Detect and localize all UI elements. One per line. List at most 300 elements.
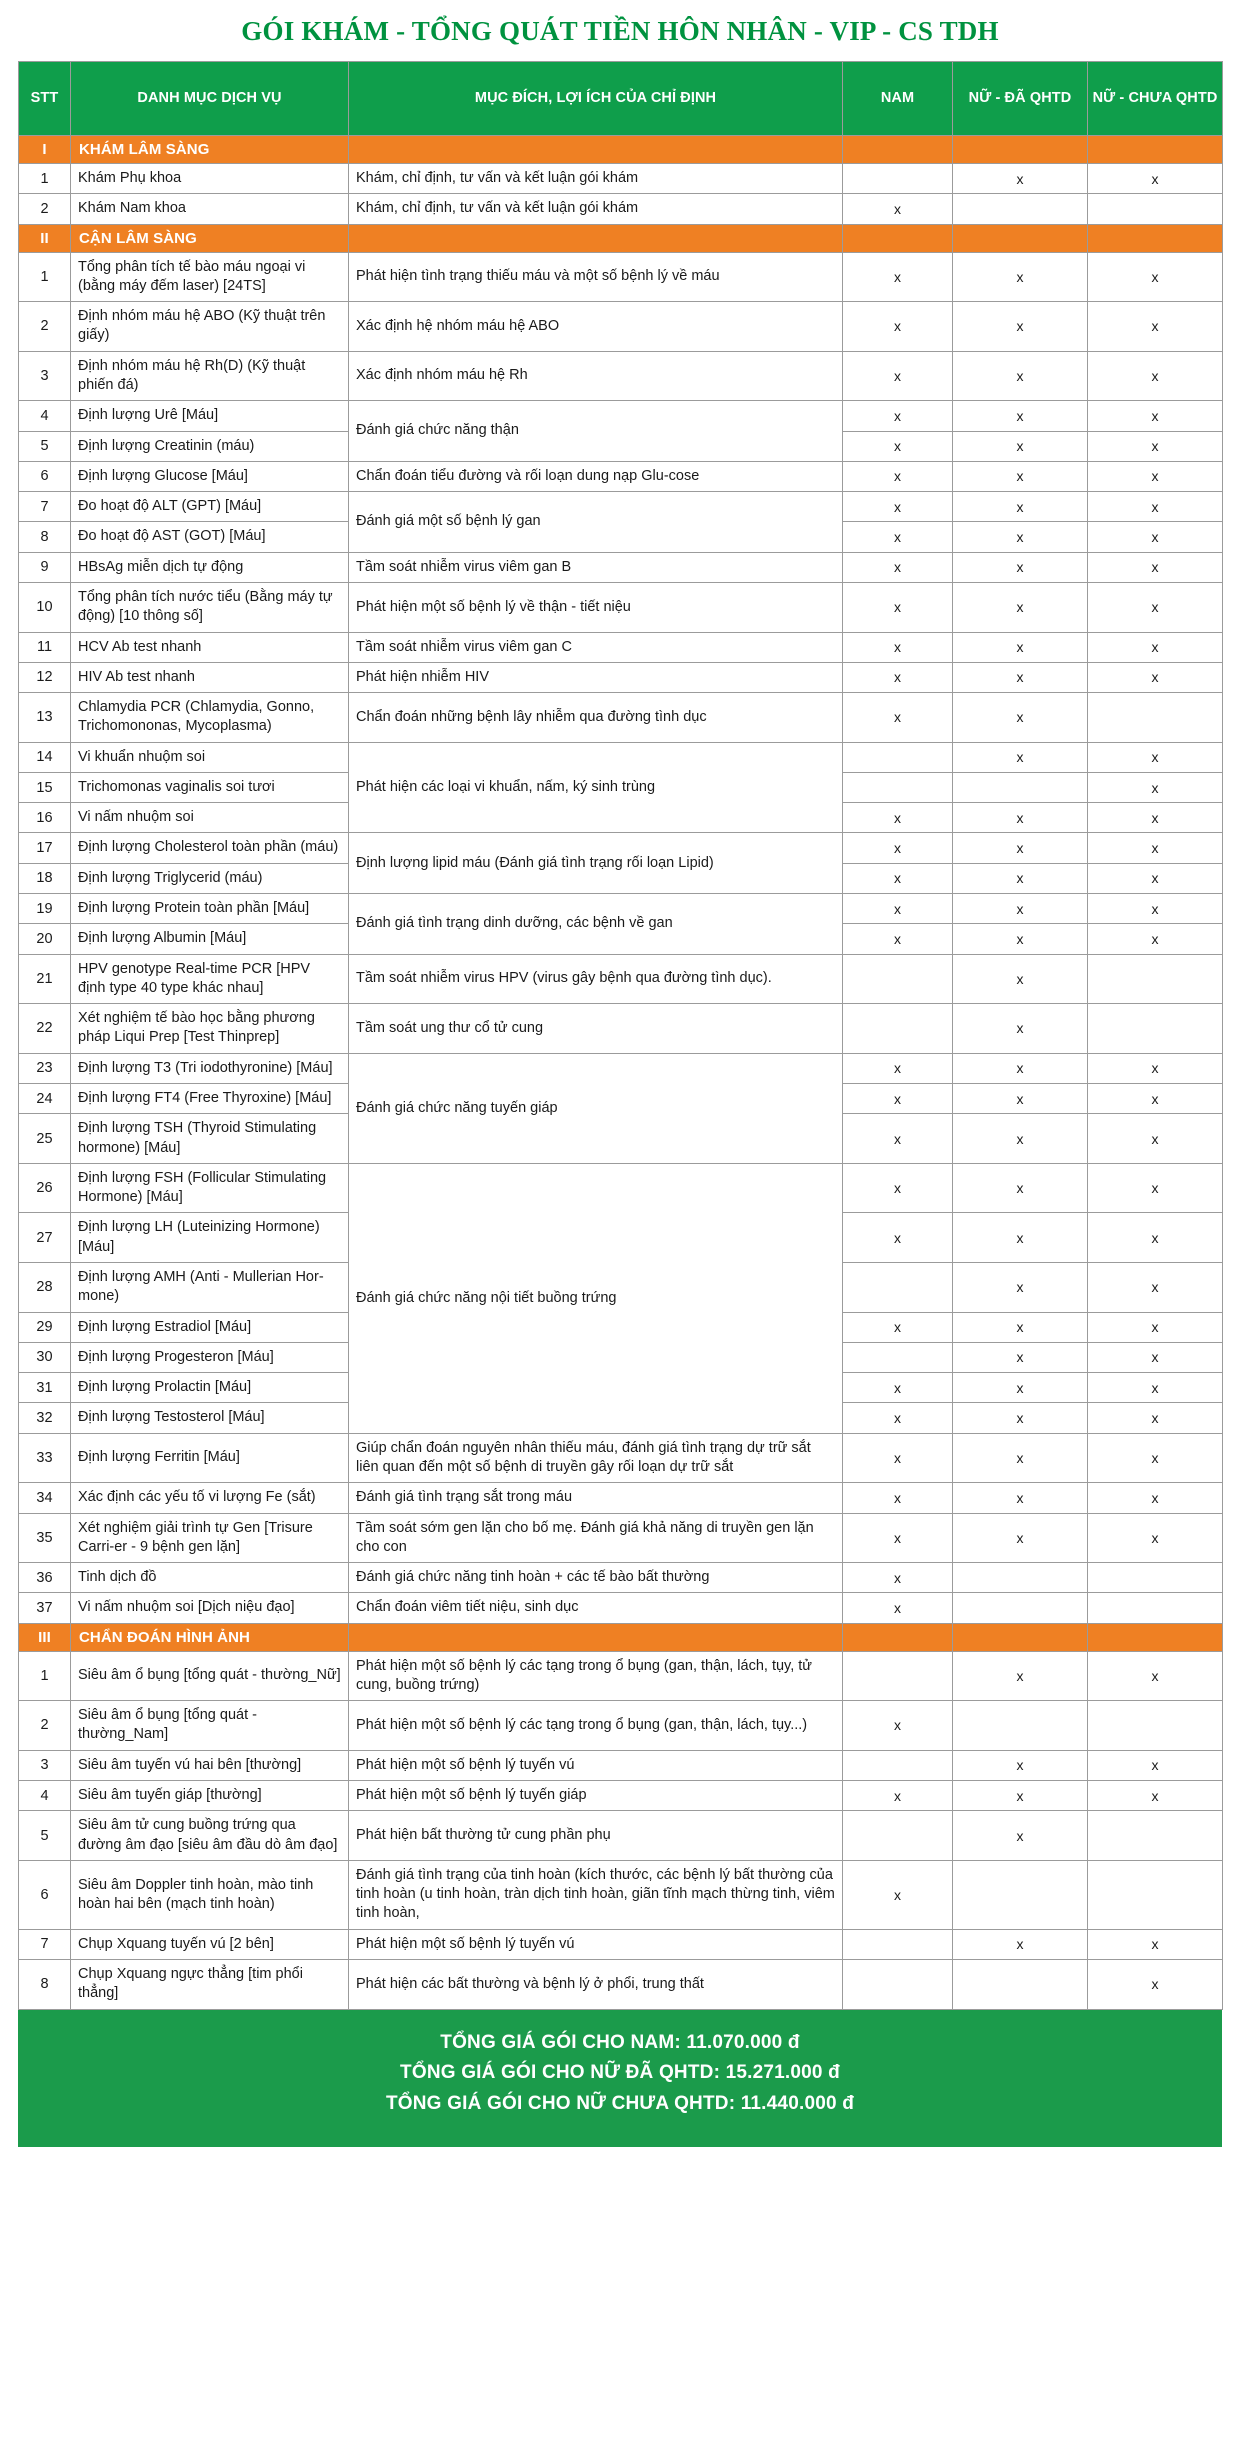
row-number: 22 xyxy=(19,1004,71,1054)
mark-female-had: x xyxy=(953,1433,1088,1483)
section-row xyxy=(19,1623,1223,1651)
table-row xyxy=(19,1513,1223,1563)
section-filler-female-not xyxy=(1088,1623,1223,1651)
mark-female-had: x xyxy=(953,1004,1088,1054)
mark-female-not: x xyxy=(1088,803,1223,833)
mark-female-not: x xyxy=(1088,1960,1223,2010)
service-purpose: Khám, chỉ định, tư vấn và kết luận gói khám xyxy=(349,164,843,194)
row-number: 7 xyxy=(19,1929,71,1959)
section-number: I xyxy=(19,136,71,164)
table-row xyxy=(19,1563,1223,1593)
mark-female-had xyxy=(953,1960,1088,2010)
mark-male xyxy=(843,742,953,772)
service-purpose: Chẩn đoán những bệnh lây nhiễm qua đường tình dục xyxy=(349,693,843,743)
service-name: Định lượng Glucose [Máu] xyxy=(71,461,349,491)
service-purpose: Phát hiện bất thường tử cung phần phụ xyxy=(349,1811,843,1861)
service-name: Tinh dịch đồ xyxy=(71,1563,349,1593)
table-row xyxy=(19,252,1223,302)
column-header-male: NAM xyxy=(843,62,953,136)
table-row xyxy=(19,461,1223,491)
service-name: Vi khuẩn nhuộm soi xyxy=(71,742,349,772)
mark-female-had: x xyxy=(953,894,1088,924)
mark-female-not: x xyxy=(1088,1929,1223,1959)
mark-male: x xyxy=(843,1213,953,1263)
mark-male: x xyxy=(843,461,953,491)
mark-female-not: x xyxy=(1088,1114,1223,1164)
service-purpose: Phát hiện một số bệnh lý tuyến vú xyxy=(349,1750,843,1780)
row-number: 29 xyxy=(19,1312,71,1342)
mark-male: x xyxy=(843,693,953,743)
mark-male: x xyxy=(843,1053,953,1083)
section-row xyxy=(19,136,1223,164)
service-name: HBsAg miễn dịch tự động xyxy=(71,552,349,582)
mark-female-had xyxy=(953,194,1088,224)
mark-male xyxy=(843,1960,953,2010)
service-name: Định lượng Triglycerid (máu) xyxy=(71,863,349,893)
mark-female-had: x xyxy=(953,492,1088,522)
mark-female-not: x xyxy=(1088,894,1223,924)
mark-female-not: x xyxy=(1088,1163,1223,1213)
service-purpose: Khám, chỉ định, tư vấn và kết luận gói khám xyxy=(349,194,843,224)
service-name: Đo hoạt độ ALT (GPT) [Máu] xyxy=(71,492,349,522)
table-row xyxy=(19,1053,1223,1083)
row-number: 35 xyxy=(19,1513,71,1563)
mark-female-not: x xyxy=(1088,431,1223,461)
service-name: Định lượng LH (Luteinizing Hormone) [Máu] xyxy=(71,1213,349,1263)
mark-female-had: x xyxy=(953,1929,1088,1959)
row-number: 6 xyxy=(19,1860,71,1929)
mark-female-had xyxy=(953,1593,1088,1623)
service-name: Chlamydia PCR (Chlamydia, Gonno, Trichomononas, Mycoplasma) xyxy=(71,693,349,743)
row-number: 8 xyxy=(19,522,71,552)
total-price-female-had: TỔNG GIÁ GÓI CHO NỮ ĐÃ QHTD: 15.271.000 đ xyxy=(400,2062,840,2084)
service-purpose: Đánh giá tình trạng của tinh hoàn (kích thước, các bệnh lý bất thường của tinh hoàn (u tinh hoàn, tràn dịch tinh hoàn, giãn tĩnh mạch thừng tinh, viêm tinh hoàn, xyxy=(349,1860,843,1929)
page-title: GÓI KHÁM - TỔNG QUÁT TIỀN HÔN NHÂN - VIP - CS TDH xyxy=(241,16,999,46)
table-row xyxy=(19,1433,1223,1483)
mark-male xyxy=(843,1342,953,1372)
mark-female-not: x xyxy=(1088,461,1223,491)
mark-female-not xyxy=(1088,1860,1223,1929)
service-purpose: Tầm soát nhiễm virus HPV (virus gây bệnh qua đường tình dục). xyxy=(349,954,843,1004)
mark-male xyxy=(843,164,953,194)
row-number: 5 xyxy=(19,1811,71,1861)
mark-female-had: x xyxy=(953,924,1088,954)
mark-female-had: x xyxy=(953,833,1088,863)
section-filler-male xyxy=(843,1623,953,1651)
row-number: 37 xyxy=(19,1593,71,1623)
row-number: 20 xyxy=(19,924,71,954)
column-header-female-had-intercourse: NỮ - ĐÃ QHTD xyxy=(953,62,1088,136)
mark-male: x xyxy=(843,302,953,352)
mark-female-not: x xyxy=(1088,164,1223,194)
mark-female-had: x xyxy=(953,302,1088,352)
service-purpose: Phát hiện tình trạng thiếu máu và một số bệnh lý về máu xyxy=(349,252,843,302)
service-name: Định lượng Cholesterol toàn phần (máu) xyxy=(71,833,349,863)
mark-male: x xyxy=(843,1860,953,1929)
service-name: Xét nghiệm tế bào học bằng phương pháp Liqui Prep [Test Thinprep] xyxy=(71,1004,349,1054)
row-number: 18 xyxy=(19,863,71,893)
table-row xyxy=(19,1860,1223,1929)
row-number: 1 xyxy=(19,164,71,194)
service-name: Siêu âm ổ bụng [tổng quát - thường_Nam] xyxy=(71,1701,349,1751)
column-header-stt: STT xyxy=(19,62,71,136)
mark-female-had: x xyxy=(953,863,1088,893)
mark-female-not: x xyxy=(1088,863,1223,893)
service-name: Định lượng Prolactin [Máu] xyxy=(71,1373,349,1403)
row-number: 12 xyxy=(19,662,71,692)
mark-female-not: x xyxy=(1088,1342,1223,1372)
section-filler-purpose xyxy=(349,136,843,164)
service-name: Định lượng Urê [Máu] xyxy=(71,401,349,431)
mark-female-not: x xyxy=(1088,924,1223,954)
service-name: Định lượng Estradiol [Máu] xyxy=(71,1312,349,1342)
mark-female-had: x xyxy=(953,803,1088,833)
mark-female-had: x xyxy=(953,431,1088,461)
table-row xyxy=(19,1593,1223,1623)
mark-female-not xyxy=(1088,693,1223,743)
mark-male: x xyxy=(843,552,953,582)
table-row xyxy=(19,1004,1223,1054)
service-name: Xác định các yếu tố vi lượng Fe (sắt) xyxy=(71,1483,349,1513)
table-row xyxy=(19,1960,1223,2010)
mark-male: x xyxy=(843,252,953,302)
table-row xyxy=(19,492,1223,522)
service-purpose: Chẩn đoán viêm tiết niệu, sinh dục xyxy=(349,1593,843,1623)
mark-male: x xyxy=(843,833,953,863)
row-number: 31 xyxy=(19,1373,71,1403)
mark-male: x xyxy=(843,194,953,224)
mark-female-had xyxy=(953,1701,1088,1751)
row-number: 13 xyxy=(19,693,71,743)
table-row xyxy=(19,164,1223,194)
mark-male: x xyxy=(843,1403,953,1433)
mark-male: x xyxy=(843,1433,953,1483)
mark-female-not: x xyxy=(1088,1312,1223,1342)
mark-female-not: x xyxy=(1088,1651,1223,1701)
table-row xyxy=(19,351,1223,401)
mark-male xyxy=(843,1651,953,1701)
row-number: 3 xyxy=(19,1750,71,1780)
mark-male: x xyxy=(843,662,953,692)
mark-female-had: x xyxy=(953,1781,1088,1811)
mark-male: x xyxy=(843,1513,953,1563)
mark-female-had: x xyxy=(953,1513,1088,1563)
service-name: Định lượng Ferritin [Máu] xyxy=(71,1433,349,1483)
mark-male: x xyxy=(843,1781,953,1811)
mark-female-had: x xyxy=(953,1373,1088,1403)
mark-female-had: x xyxy=(953,522,1088,552)
section-filler-female-had xyxy=(953,224,1088,252)
mark-male: x xyxy=(843,1701,953,1751)
row-number: 17 xyxy=(19,833,71,863)
service-purpose: Đánh giá chức năng nội tiết buồng trứng xyxy=(349,1163,843,1433)
mark-female-not: x xyxy=(1088,1513,1223,1563)
section-number: III xyxy=(19,1623,71,1651)
totals-footer xyxy=(18,2010,1222,2147)
mark-male xyxy=(843,1262,953,1312)
service-name: Siêu âm tuyến giáp [thường] xyxy=(71,1781,349,1811)
table-row xyxy=(19,194,1223,224)
mark-female-not: x xyxy=(1088,1403,1223,1433)
service-purpose: Đánh giá chức năng thận xyxy=(349,401,843,462)
row-number: 16 xyxy=(19,803,71,833)
service-name: Xét nghiệm giải trình tự Gen [Trisure Carri-er - 9 bệnh gen lặn] xyxy=(71,1513,349,1563)
mark-female-had: x xyxy=(953,1750,1088,1780)
row-number: 33 xyxy=(19,1433,71,1483)
row-number: 1 xyxy=(19,1651,71,1701)
service-purpose: Đánh giá tình trạng dinh dưỡng, các bệnh về gan xyxy=(349,894,843,955)
section-filler-female-not xyxy=(1088,224,1223,252)
service-name: Định lượng Testosterol [Máu] xyxy=(71,1403,349,1433)
mark-female-had: x xyxy=(953,742,1088,772)
service-name: Định nhóm máu hệ ABO (Kỹ thuật trên giấy) xyxy=(71,302,349,352)
mark-male: x xyxy=(843,1084,953,1114)
service-name: Đo hoạt độ AST (GOT) [Máu] xyxy=(71,522,349,552)
mark-female-not xyxy=(1088,1593,1223,1623)
mark-female-had: x xyxy=(953,351,1088,401)
row-number: 32 xyxy=(19,1403,71,1433)
mark-male: x xyxy=(843,924,953,954)
mark-female-not: x xyxy=(1088,1750,1223,1780)
row-number: 15 xyxy=(19,772,71,802)
mark-male: x xyxy=(843,1563,953,1593)
mark-female-not: x xyxy=(1088,1053,1223,1083)
mark-male: x xyxy=(843,894,953,924)
service-name: Định lượng Albumin [Máu] xyxy=(71,924,349,954)
mark-female-not xyxy=(1088,1701,1223,1751)
row-number: 7 xyxy=(19,492,71,522)
mark-male xyxy=(843,772,953,802)
mark-female-had: x xyxy=(953,401,1088,431)
row-number: 14 xyxy=(19,742,71,772)
mark-female-not: x xyxy=(1088,1433,1223,1483)
mark-female-not: x xyxy=(1088,742,1223,772)
service-name: Định lượng TSH (Thyroid Stimulating hormone) [Máu] xyxy=(71,1114,349,1164)
mark-female-had: x xyxy=(953,632,1088,662)
mark-female-not: x xyxy=(1088,1084,1223,1114)
mark-female-had: x xyxy=(953,552,1088,582)
service-purpose: Tầm soát ung thư cổ tử cung xyxy=(349,1004,843,1054)
mark-female-not xyxy=(1088,1004,1223,1054)
mark-male xyxy=(843,1004,953,1054)
service-name: Siêu âm ổ bụng [tổng quát - thường_Nữ] xyxy=(71,1651,349,1701)
column-header-service-name: DANH MỤC DỊCH VỤ xyxy=(71,62,349,136)
service-name: Định lượng FSH (Follicular Stimulating Hormone) [Máu] xyxy=(71,1163,349,1213)
mark-male: x xyxy=(843,1163,953,1213)
row-number: 5 xyxy=(19,431,71,461)
section-filler-female-not xyxy=(1088,136,1223,164)
service-name: HCV Ab test nhanh xyxy=(71,632,349,662)
mark-female-had: x xyxy=(953,164,1088,194)
mark-female-not: x xyxy=(1088,302,1223,352)
mark-male: x xyxy=(843,632,953,662)
mark-female-not xyxy=(1088,954,1223,1004)
mark-male: x xyxy=(843,351,953,401)
table-row xyxy=(19,1701,1223,1751)
header-row xyxy=(19,62,1223,136)
table-row xyxy=(19,742,1223,772)
row-number: 11 xyxy=(19,632,71,662)
mark-female-not: x xyxy=(1088,492,1223,522)
row-number: 4 xyxy=(19,1781,71,1811)
table-row xyxy=(19,1651,1223,1701)
mark-female-had xyxy=(953,1860,1088,1929)
mark-female-not xyxy=(1088,194,1223,224)
table-row xyxy=(19,833,1223,863)
mark-female-not: x xyxy=(1088,1262,1223,1312)
service-purpose: Phát hiện một số bệnh lý các tạng trong ổ bụng (gan, thận, lách, tụy...) xyxy=(349,1701,843,1751)
service-name: Siêu âm Doppler tinh hoàn, mào tinh hoàn hai bên (mạch tinh hoàn) xyxy=(71,1860,349,1929)
row-number: 36 xyxy=(19,1563,71,1593)
row-number: 21 xyxy=(19,954,71,1004)
mark-male: x xyxy=(843,522,953,552)
service-purpose: Phát hiện một số bệnh lý về thận - tiết niệu xyxy=(349,582,843,632)
row-number: 28 xyxy=(19,1262,71,1312)
table-row xyxy=(19,1811,1223,1861)
mark-female-not: x xyxy=(1088,522,1223,552)
row-number: 27 xyxy=(19,1213,71,1263)
section-label: CHẨN ĐOÁN HÌNH ẢNH xyxy=(71,1623,349,1651)
row-number: 3 xyxy=(19,351,71,401)
table-row xyxy=(19,401,1223,431)
table-row xyxy=(19,632,1223,662)
mark-male: x xyxy=(843,1373,953,1403)
mark-female-not: x xyxy=(1088,582,1223,632)
column-header-female-no-intercourse: NỮ - CHƯA QHTD xyxy=(1088,62,1223,136)
service-name: Siêu âm tử cung buồng trứng qua đường âm đạo [siêu âm đầu dò âm đạo] xyxy=(71,1811,349,1861)
service-name: Định lượng Progesteron [Máu] xyxy=(71,1342,349,1372)
mark-female-had: x xyxy=(953,1213,1088,1263)
mark-female-had: x xyxy=(953,1262,1088,1312)
mark-female-not: x xyxy=(1088,1373,1223,1403)
service-package-table xyxy=(18,61,1223,2010)
service-purpose: Phát hiện một số bệnh lý các tạng trong ổ bụng (gan, thận, lách, tụy, tử cung, buồng trứng) xyxy=(349,1651,843,1701)
mark-female-had: x xyxy=(953,1053,1088,1083)
table-header xyxy=(19,62,1223,136)
mark-female-not: x xyxy=(1088,772,1223,802)
row-number: 6 xyxy=(19,461,71,491)
service-name: Vi nấm nhuộm soi [Dịch niệu đạo] xyxy=(71,1593,349,1623)
row-number: 8 xyxy=(19,1960,71,2010)
service-purpose: Phát hiện một số bệnh lý tuyến vú xyxy=(349,1929,843,1959)
mark-female-had: x xyxy=(953,1651,1088,1701)
table-row xyxy=(19,1163,1223,1213)
service-purpose: Đánh giá tình trạng sắt trong máu xyxy=(349,1483,843,1513)
service-purpose: Đánh giá một số bệnh lý gan xyxy=(349,492,843,553)
mark-male: x xyxy=(843,582,953,632)
mark-female-had: x xyxy=(953,582,1088,632)
table-body xyxy=(19,136,1223,2010)
mark-male: x xyxy=(843,1114,953,1164)
mark-female-had: x xyxy=(953,954,1088,1004)
row-number: 2 xyxy=(19,1701,71,1751)
table-row xyxy=(19,693,1223,743)
mark-female-had xyxy=(953,1563,1088,1593)
mark-female-had: x xyxy=(953,252,1088,302)
service-purpose: Định lượng lipid máu (Đánh giá tình trạng rối loạn Lipid) xyxy=(349,833,843,894)
service-name: Chụp Xquang tuyến vú [2 bên] xyxy=(71,1929,349,1959)
mark-female-not: x xyxy=(1088,1781,1223,1811)
service-purpose: Chẩn đoán tiểu đường và rối loạn dung nạp Glu-cose xyxy=(349,461,843,491)
service-name: Định lượng FT4 (Free Thyroxine) [Máu] xyxy=(71,1084,349,1114)
mark-female-not: x xyxy=(1088,552,1223,582)
mark-male xyxy=(843,954,953,1004)
service-purpose: Tầm soát sớm gen lặn cho bố mẹ. Đánh giá khả năng di truyền gen lặn cho con xyxy=(349,1513,843,1563)
service-purpose: Xác định hệ nhóm máu hệ ABO xyxy=(349,302,843,352)
mark-female-had: x xyxy=(953,1342,1088,1372)
mark-female-had: x xyxy=(953,1114,1088,1164)
mark-male: x xyxy=(843,492,953,522)
row-number: 30 xyxy=(19,1342,71,1372)
mark-female-not: x xyxy=(1088,1483,1223,1513)
service-name: HPV genotype Real-time PCR [HPV định type 40 type khác nhau] xyxy=(71,954,349,1004)
service-name: Định nhóm máu hệ Rh(D) (Kỹ thuật phiến đá) xyxy=(71,351,349,401)
table-row xyxy=(19,1483,1223,1513)
mark-female-had: x xyxy=(953,1403,1088,1433)
service-purpose: Giúp chẩn đoán nguyên nhân thiếu máu, đánh giá tình trạng dự trữ sắt liên quan đến một số bệnh di truyền gây rối loạn dự trữ sắt xyxy=(349,1433,843,1483)
table-row xyxy=(19,582,1223,632)
mark-female-had xyxy=(953,772,1088,802)
row-number: 1 xyxy=(19,252,71,302)
mark-male: x xyxy=(843,803,953,833)
row-number: 10 xyxy=(19,582,71,632)
service-purpose: Phát hiện nhiễm HIV xyxy=(349,662,843,692)
row-number: 24 xyxy=(19,1084,71,1114)
section-number: II xyxy=(19,224,71,252)
section-label: KHÁM LÂM SÀNG xyxy=(71,136,349,164)
mark-female-had: x xyxy=(953,1483,1088,1513)
row-number: 2 xyxy=(19,302,71,352)
mark-female-not: x xyxy=(1088,252,1223,302)
mark-female-had: x xyxy=(953,1084,1088,1114)
section-filler-male xyxy=(843,224,953,252)
table-row xyxy=(19,894,1223,924)
mark-female-had: x xyxy=(953,1811,1088,1861)
table-row xyxy=(19,954,1223,1004)
table-row xyxy=(19,302,1223,352)
service-name: Tổng phân tích tế bào máu ngoại vi (bằng máy đếm laser) [24TS] xyxy=(71,252,349,302)
service-name: Định lượng Protein toàn phần [Máu] xyxy=(71,894,349,924)
section-filler-male xyxy=(843,136,953,164)
mark-male: x xyxy=(843,401,953,431)
row-number: 9 xyxy=(19,552,71,582)
service-name: Tổng phân tích nước tiểu (Bằng máy tự động) [10 thông số] xyxy=(71,582,349,632)
service-name: Định lượng T3 (Tri iodothyronine) [Máu] xyxy=(71,1053,349,1083)
service-purpose: Phát hiện các loại vi khuẩn, nấm, ký sinh trùng xyxy=(349,742,843,833)
service-purpose: Đánh giá chức năng tinh hoàn + các tế bào bất thường xyxy=(349,1563,843,1593)
service-purpose: Đánh giá chức năng tuyến giáp xyxy=(349,1053,843,1163)
mark-female-not xyxy=(1088,1811,1223,1861)
section-filler-female-had xyxy=(953,136,1088,164)
row-number: 19 xyxy=(19,894,71,924)
service-name: Khám Nam khoa xyxy=(71,194,349,224)
table-row xyxy=(19,662,1223,692)
row-number: 4 xyxy=(19,401,71,431)
service-purpose: Tầm soát nhiễm virus viêm gan B xyxy=(349,552,843,582)
service-purpose: Phát hiện các bất thường và bệnh lý ở phổi, trung thất xyxy=(349,1960,843,2010)
mark-male: x xyxy=(843,1312,953,1342)
mark-female-not: x xyxy=(1088,833,1223,863)
mark-female-had: x xyxy=(953,693,1088,743)
service-name: Định lượng Creatinin (máu) xyxy=(71,431,349,461)
service-name: Siêu âm tuyến vú hai bên [thường] xyxy=(71,1750,349,1780)
mark-female-not: x xyxy=(1088,1213,1223,1263)
mark-female-not: x xyxy=(1088,662,1223,692)
section-filler-purpose xyxy=(349,224,843,252)
mark-male: x xyxy=(843,431,953,461)
mark-male xyxy=(843,1811,953,1861)
service-name: Vi nấm nhuộm soi xyxy=(71,803,349,833)
